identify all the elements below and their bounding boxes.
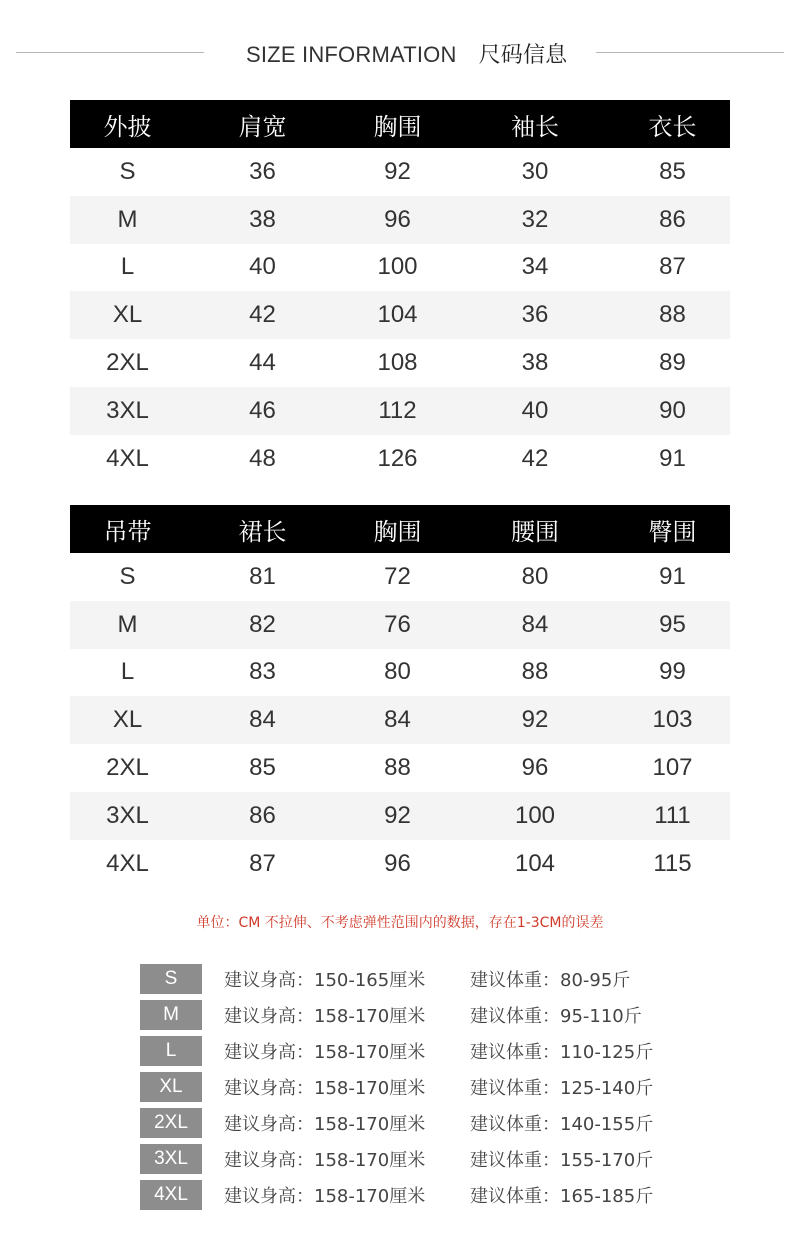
coat-size-table (70, 100, 730, 483)
suggested-height: 建议身高：158-170厘米 (224, 1042, 426, 1063)
table-cell: 100 (514, 801, 556, 829)
table-cell: 42 (249, 301, 276, 329)
table-row (70, 196, 730, 244)
header-cell: 袖长 (511, 112, 559, 141)
header-cell: 臀围 (648, 517, 697, 546)
header-cell: 外披 (103, 112, 152, 141)
dress-size-table (70, 505, 730, 888)
table-row (70, 244, 730, 292)
header-cell: 吊带 (103, 517, 152, 546)
table-cell: 91 (659, 562, 686, 590)
table-cell: L (120, 253, 135, 281)
table-cell: 85 (249, 754, 276, 782)
table-row (70, 148, 730, 196)
table-cell: 99 (659, 658, 686, 686)
table-cell: 2XL (106, 349, 149, 377)
table-cell: 32 (521, 205, 549, 233)
size-info-header (0, 28, 800, 76)
list-item (140, 1141, 700, 1177)
table-cell: XL (112, 301, 143, 329)
table-cell: 87 (249, 849, 276, 877)
table-cell: 86 (659, 205, 686, 233)
suggested-height: 建议身高：158-170厘米 (224, 1006, 426, 1027)
title-chinese: 尺码信息 (478, 43, 568, 68)
header-cell: 肩宽 (238, 112, 287, 141)
table-cell: 126 (377, 444, 418, 472)
table-cell: L (120, 658, 135, 686)
size-badge: 2XL (140, 1108, 202, 1138)
table-cell: 3XL (106, 396, 149, 424)
suggested-height: 建议身高：158-170厘米 (224, 1114, 426, 1135)
table-cell: 76 (384, 610, 411, 638)
table-cell: 87 (659, 253, 686, 281)
table-cell: 48 (249, 444, 276, 472)
table-row (70, 840, 730, 888)
table-cell: 81 (249, 562, 276, 590)
table-cell: 104 (377, 301, 418, 329)
list-item (140, 1177, 700, 1213)
table-cell: 80 (521, 562, 549, 590)
table-row (70, 435, 730, 483)
table-cell: 38 (521, 349, 549, 377)
table-cell: 3XL (106, 801, 149, 829)
table-cell: S (119, 157, 136, 185)
size-badge: L (140, 1036, 202, 1066)
table-cell: 4XL (106, 444, 149, 472)
table-header (70, 505, 730, 553)
size-badge: 4XL (140, 1180, 202, 1210)
table-cell: 88 (659, 301, 686, 329)
suggested-height: 建议身高：158-170厘米 (224, 1186, 426, 1207)
measurement-note: 单位：CM 不拉伸、不考虑弹性范围内的数据，存在1-3CM的误差 (196, 915, 604, 931)
list-item (140, 1105, 700, 1141)
table-cell: 36 (521, 301, 549, 329)
table-cell: 115 (653, 849, 692, 877)
header-cell: 裙长 (238, 517, 287, 546)
table-row (70, 649, 730, 697)
table-cell: 92 (384, 801, 411, 829)
list-item (140, 961, 700, 997)
table-cell: 96 (521, 754, 549, 782)
table-cell: 42 (521, 444, 549, 472)
table-cell: 84 (384, 706, 411, 734)
list-item (140, 997, 700, 1033)
header-divider-right (596, 52, 784, 53)
suggested-height: 建议身高：150-165厘米 (224, 970, 426, 991)
table-cell: 88 (521, 658, 549, 686)
table-cell: 44 (249, 349, 276, 377)
table-cell: M (117, 205, 138, 233)
table-cell: 96 (384, 849, 411, 877)
table-cell: 112 (378, 396, 417, 424)
list-item (140, 1069, 700, 1105)
table-cell: 96 (384, 205, 411, 233)
table-cell: 46 (249, 396, 276, 424)
table-row (70, 601, 730, 649)
table-cell: 108 (377, 349, 418, 377)
suggested-height: 建议身高：158-170厘米 (224, 1150, 426, 1171)
table-row (70, 696, 730, 744)
table-row (70, 339, 730, 387)
suggested-weight: 建议体重：95-110斤 (470, 1006, 642, 1027)
size-suggestion-list (140, 961, 700, 1213)
size-badge: XL (140, 1072, 202, 1102)
table-row (70, 553, 730, 601)
table-cell: 40 (249, 253, 276, 281)
page-title (246, 38, 567, 69)
title-english: SIZE INFORMATION (246, 42, 457, 67)
table-cell: 89 (659, 349, 686, 377)
table-cell: 88 (384, 754, 411, 782)
table-cell: 38 (249, 205, 276, 233)
table-row (70, 387, 730, 435)
table-cell: 36 (249, 157, 276, 185)
table-cell: 104 (514, 849, 556, 877)
table-cell: S (119, 562, 136, 590)
table-cell: 111 (654, 801, 691, 829)
header-cell: 胸围 (373, 517, 422, 546)
table-cell: 4XL (106, 849, 149, 877)
table-cell: 40 (521, 396, 549, 424)
table-cell: 92 (384, 157, 411, 185)
suggested-height: 建议身高：158-170厘米 (224, 1078, 426, 1099)
suggested-weight: 建议体重：140-155斤 (470, 1114, 654, 1135)
list-item (140, 1033, 700, 1069)
table-cell: 90 (659, 396, 686, 424)
table-cell: 85 (659, 157, 686, 185)
table-cell: 100 (377, 253, 418, 281)
header-cell: 腰围 (511, 517, 559, 546)
table-cell: 95 (659, 610, 686, 638)
suggested-weight: 建议体重：155-170斤 (470, 1150, 654, 1171)
size-badge: 3XL (140, 1144, 202, 1174)
table-cell: 34 (521, 253, 549, 281)
table-cell: 30 (521, 157, 549, 185)
table-cell: 92 (521, 706, 549, 734)
header-cell: 衣长 (648, 112, 697, 141)
suggested-weight: 建议体重：165-185斤 (470, 1186, 654, 1207)
table-row (70, 744, 730, 792)
table-row (70, 792, 730, 840)
suggested-weight: 建议体重：110-125斤 (470, 1042, 654, 1063)
table-cell: 2XL (106, 754, 149, 782)
table-cell: 82 (249, 610, 276, 638)
header-cell: 胸围 (373, 112, 422, 141)
table-cell: 103 (652, 706, 693, 734)
table-row (70, 291, 730, 339)
table-cell: XL (112, 706, 143, 734)
header-divider-left (16, 52, 204, 53)
table-cell: 107 (652, 754, 693, 782)
table-header (70, 100, 730, 148)
size-badge: S (140, 964, 202, 994)
table-cell: 84 (521, 610, 549, 638)
table-cell: M (117, 610, 138, 638)
table-cell: 83 (249, 658, 276, 686)
suggested-weight: 建议体重：125-140斤 (470, 1078, 654, 1099)
suggested-weight: 建议体重：80-95斤 (470, 970, 631, 991)
table-cell: 86 (249, 801, 276, 829)
table-cell: 80 (384, 658, 411, 686)
size-badge: M (140, 1000, 202, 1030)
table-cell: 72 (384, 562, 411, 590)
table-cell: 84 (249, 706, 276, 734)
table-cell: 91 (659, 444, 686, 472)
